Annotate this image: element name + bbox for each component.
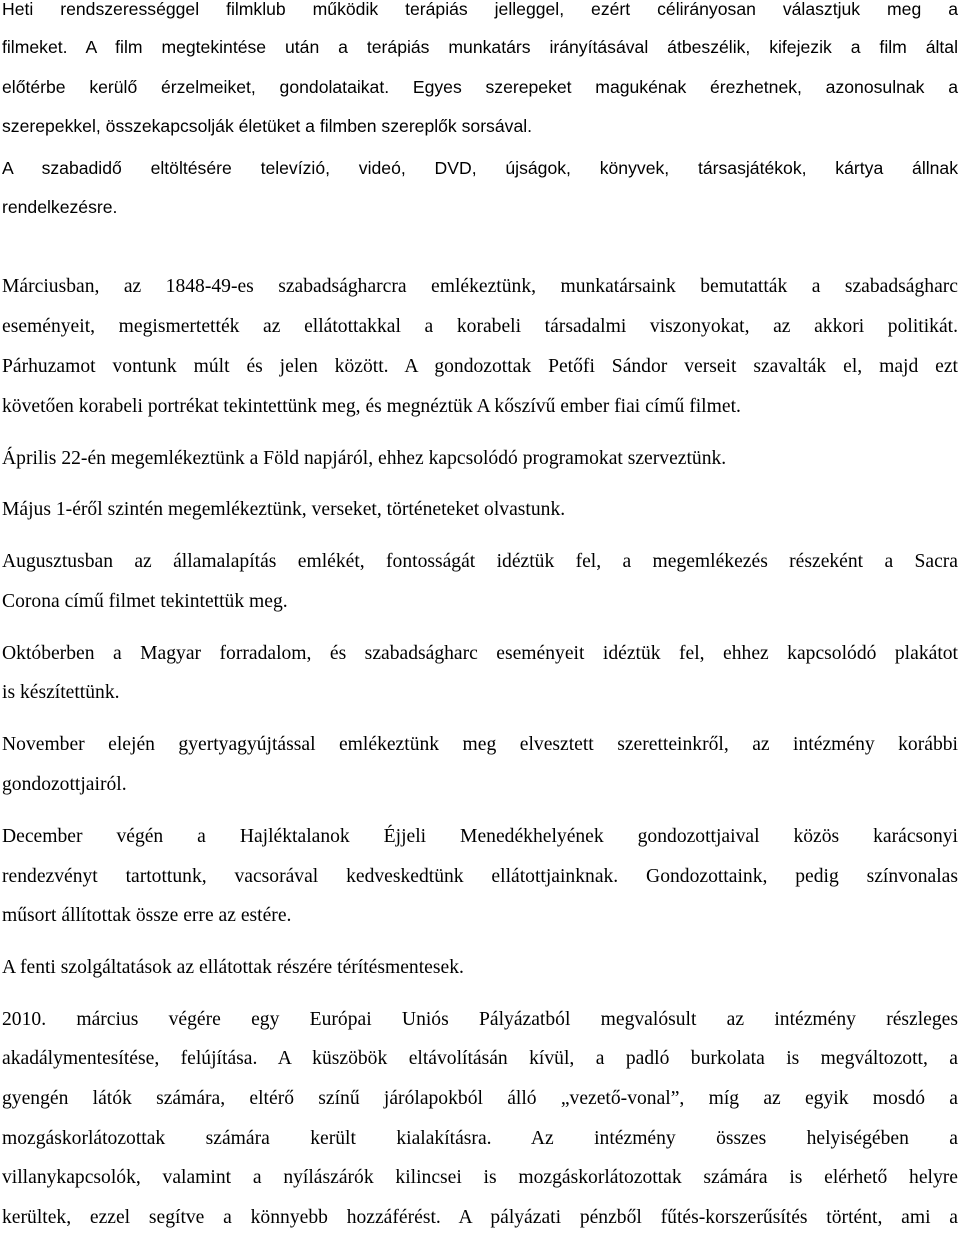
paragraph-line: kerültek, ezzel segítve a könnyebb hozzáférést. A pályázati pénzből fűtés-korszerűsítés történt, ami a bbox=[2, 1207, 958, 1228]
paragraph-line: Párhuzamot vontunk múlt és jelen között. A gondozottak Petőfi Sándor verseit szavalták el, majd ezt bbox=[2, 356, 958, 377]
paragraph-line: műsort állítottak össze erre az estére. bbox=[2, 905, 292, 926]
paragraph-line: Márciusban, az 1848-49-es szabadságharcra emlékeztünk, munkatársaink bemutatták a szabadságharc bbox=[2, 276, 958, 297]
paragraph-line: gyengén látók számára, eltérő színű járólapokból álló „vezető-vonal”, míg az egyik mosdó a bbox=[2, 1088, 958, 1109]
paragraph-line: Októberben a Magyar forradalom, és szabadságharc eseményeit idéztük fel, ehhez kapcsolódó plakátot bbox=[2, 643, 958, 664]
paragraph-line: Augusztusban az államalapítás emlékét, fontosságát idéztük fel, a megemlékezés részeként a Sacra bbox=[2, 551, 958, 572]
paragraph-line: A szabadidő eltöltésére televízió, videó, DVD, újságok, könyvek, társasjátékok, kártya állnak bbox=[2, 158, 958, 178]
paragraph-line: Corona című filmet tekintettük meg. bbox=[2, 591, 288, 612]
paragraph-line: gondozottjairól. bbox=[2, 774, 127, 795]
paragraph-line: November elején gyertyagyújtással emlékeztünk meg elvesztett szeretteinkről, az intézmény korábbi bbox=[2, 734, 958, 755]
paragraph-line: rendelkezésre. bbox=[2, 197, 118, 217]
paragraph-line: filmeket. A film megtekintése után a terápiás munkatárs irányításával átbeszélik, kifejezik a film által bbox=[2, 37, 958, 57]
paragraph-line: akadálymentesítése, felújítása. A küszöbök eltávolításán kívül, a padló burkolata is megváltozott, a bbox=[2, 1048, 958, 1069]
paragraph-line: követően korabeli portrékat tekintettünk meg, és megnéztük A kőszívű ember fiai című filmet. bbox=[2, 396, 741, 417]
paragraph-line: Heti rendszerességgel filmklub működik terápiás jelleggel, ezért célirányosan választjuk meg a bbox=[2, 0, 958, 19]
paragraph-line: szerepekkel, összekapcsolják életüket a filmben szereplők sorsával. bbox=[2, 116, 533, 136]
paragraph-line: Április 22-én megemlékeztünk a Föld napjáról, ehhez kapcsolódó programokat szerveztünk. bbox=[2, 448, 727, 469]
paragraph-line: Május 1-éről szintén megemlékeztünk, verseket, történeteket olvastunk. bbox=[2, 499, 566, 520]
paragraph-line: eseményeit, megismertették az ellátottakkal a korabeli társadalmi viszonyokat, az akkori politikát. bbox=[2, 316, 958, 337]
paragraph-line: A fenti szolgáltatások az ellátottak részére térítésmentesek. bbox=[2, 957, 464, 978]
paragraph-line: rendezvényt tartottunk, vacsorával kedveskedtünk ellátottjainknak. Gondozottaink, pedig színvonalas bbox=[2, 866, 958, 887]
paragraph-line: 2010. március végére egy Európai Uniós Pályázatból megvalósult az intézmény részleges bbox=[2, 1009, 958, 1030]
paragraph-line: mozgáskorlátozottak számára került kialakításra. Az intézmény összes helyiségében a bbox=[2, 1128, 958, 1149]
paragraph-line: December végén a Hajléktalanok Éjjeli Menedékhelyének gondozottjaival közös karácsonyi bbox=[2, 826, 958, 847]
paragraph-line: villanykapcsolók, valamint a nyílászárók kilincsei is mozgáskorlátozottak számára is elérhető helyre bbox=[2, 1167, 958, 1188]
paragraph-line: előtérbe kerülő érzelmeiket, gondolataikat. Egyes szerepeket magukénak érezhetnek, azonosulnak a bbox=[2, 77, 958, 97]
paragraph-line: is készítettünk. bbox=[2, 682, 120, 703]
